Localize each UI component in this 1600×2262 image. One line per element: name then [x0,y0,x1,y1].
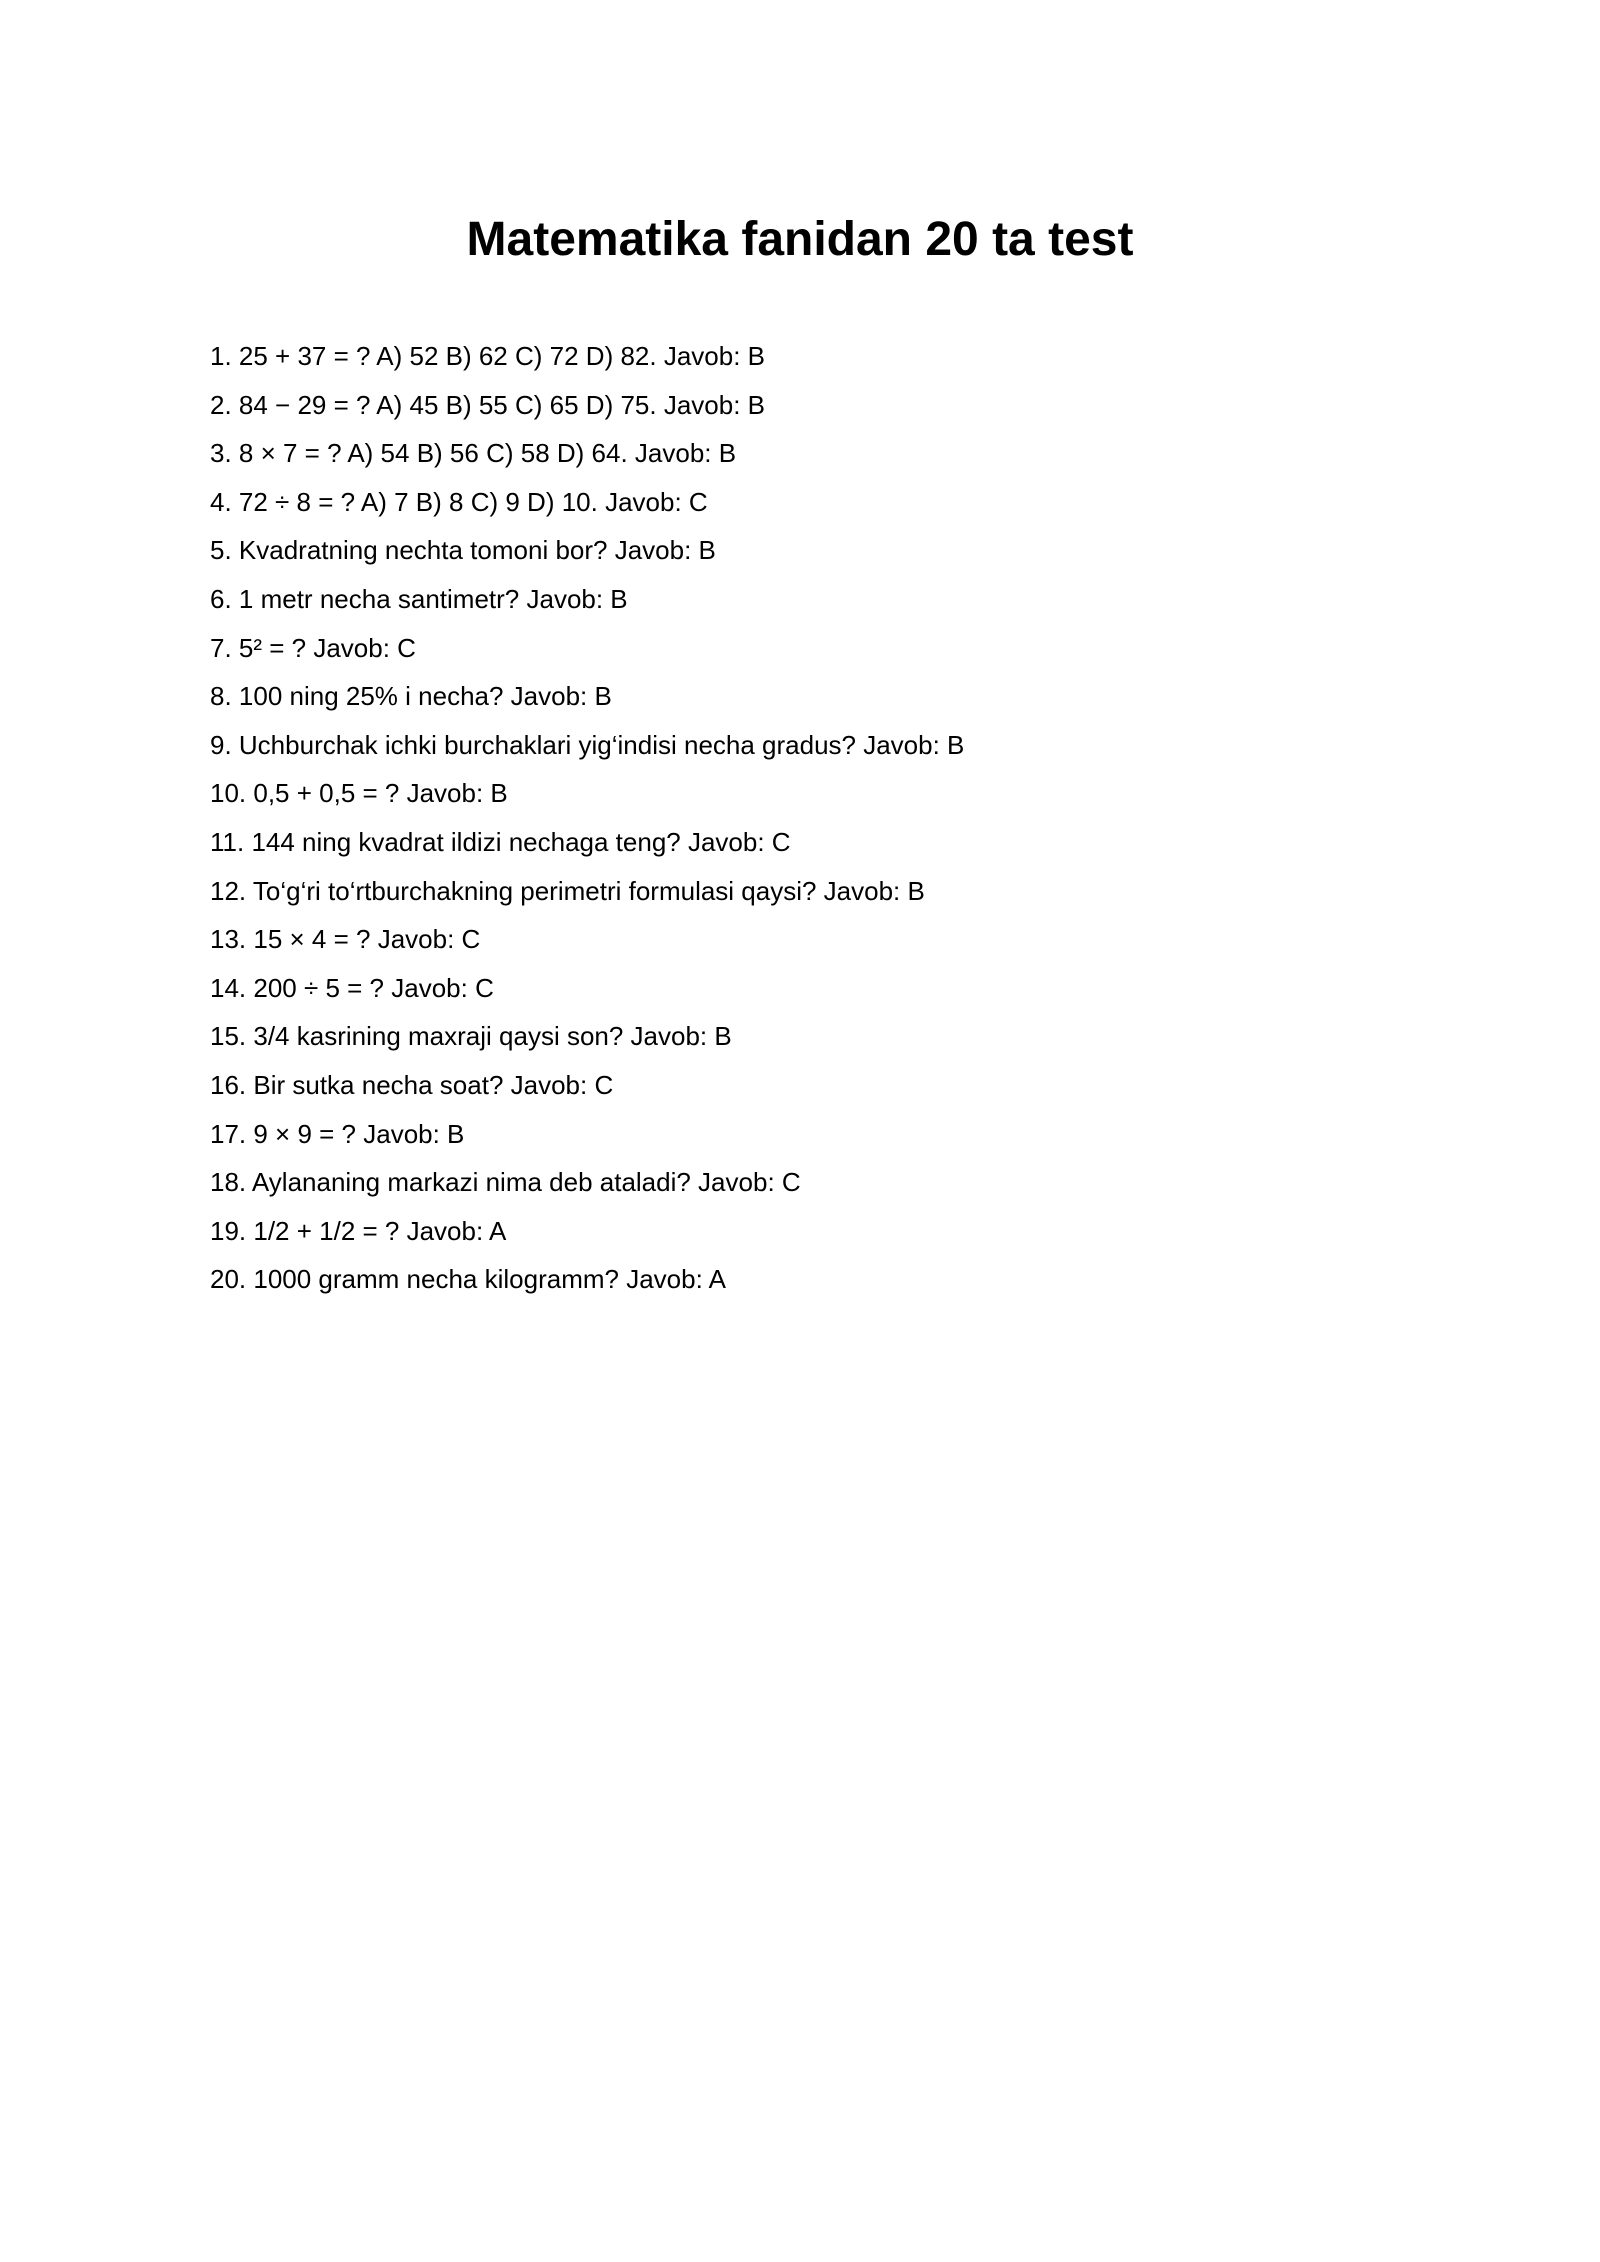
question-item-19: 19. 1/2 + 1/2 = ? Javob: A [210,1215,507,1246]
question-item-12: 12. To‘g‘ri to‘rtburchakning perimetri formulasi qaysi? Javob: B [210,875,925,906]
document-title: Matematika fanidan 20 ta test [466,213,1134,266]
question-item-8: 8. 100 ning 25% i necha? Javob: B [210,681,612,712]
question-item-16: 16. Bir sutka necha soat? Javob: C [210,1069,614,1100]
question-item-7: 7. 5² = ? Javob: C [210,632,416,663]
question-item-17: 17. 9 × 9 = ? Javob: B [210,1118,465,1149]
question-item-4: 4. 72 ÷ 8 = ? A) 7 B) 8 C) 9 D) 10. Javob: C [210,486,708,517]
question-item-9: 9. Uchburchak ichki burchaklari yig‘indisi necha gradus? Javob: B [210,729,965,760]
question-item-11: 11. 144 ning kvadrat ildizi nechaga teng? Javob: C [210,826,791,857]
question-item-20: 20. 1000 gramm necha kilogramm? Javob: A [210,1264,726,1295]
question-item-15: 15. 3/4 kasrining maxraji qaysi son? Javob: B [210,1021,732,1052]
question-item-13: 13. 15 × 4 = ? Javob: C [210,924,481,955]
question-list [210,332,1410,1304]
question-item-6: 6. 1 metr necha santimetr? Javob: B [210,583,628,614]
question-item-10: 10. 0,5 + 0,5 = ? Javob: B [210,778,508,809]
question-item-3: 3. 8 × 7 = ? A) 54 B) 56 C) 58 D) 64. Javob: B [210,438,737,469]
question-item-2: 2. 84 − 29 = ? A) 45 B) 55 C) 65 D) 75. Javob: B [210,389,765,420]
question-item-14: 14. 200 ÷ 5 = ? Javob: C [210,972,494,1003]
question-item-5: 5. Kvadratning nechta tomoni bor? Javob: B [210,535,716,566]
question-item-1: 1. 25 + 37 = ? A) 52 B) 62 C) 72 D) 82. Javob: B [210,341,765,371]
question-item-18: 18. Aylananing markazi nima deb ataladi? Javob: C [210,1167,801,1198]
